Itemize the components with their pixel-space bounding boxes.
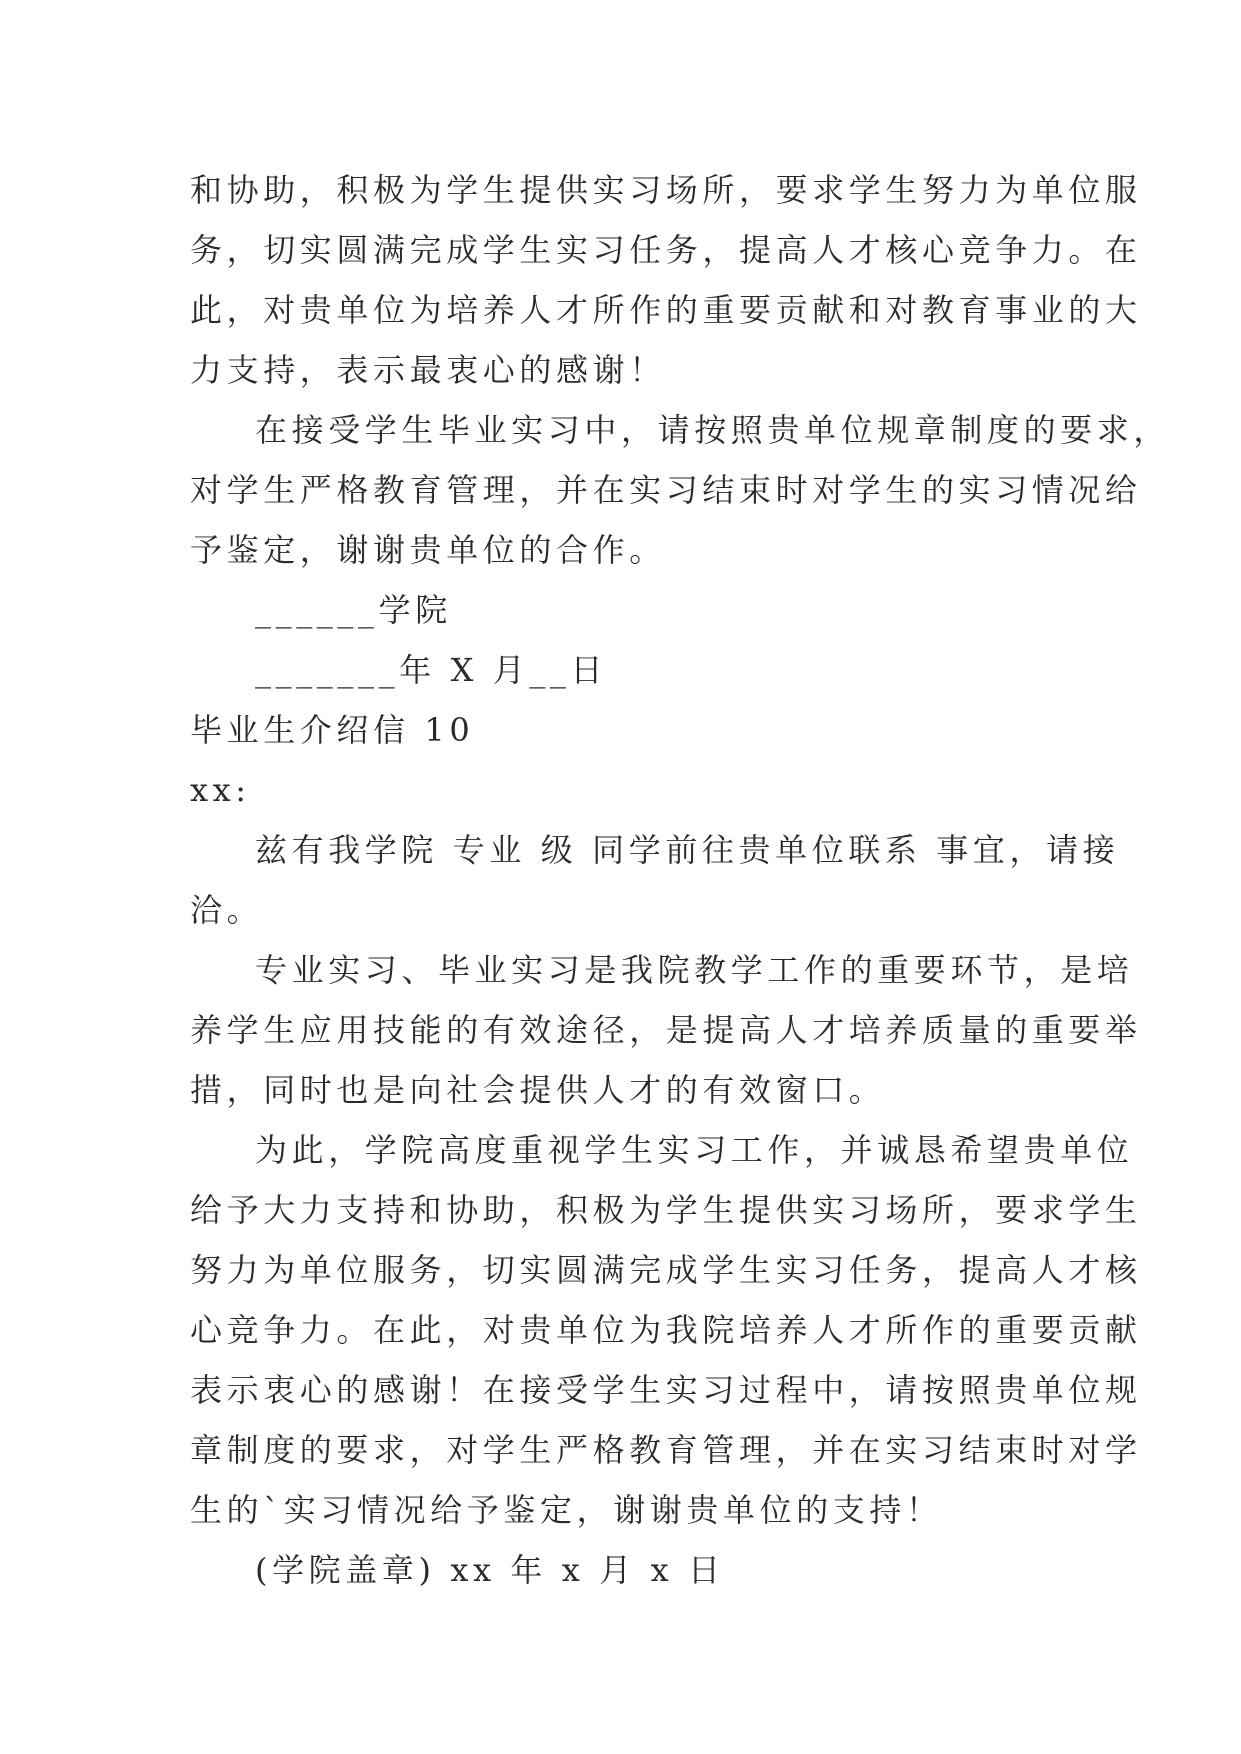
text-line-21: 表示衷心的感谢！在接受学生实习过程中，请按照贵单位规 — [190, 1371, 1142, 1409]
text-line-19: 努力为单位服务，切实圆满完成学生实习任务，提高人才核 — [190, 1251, 1142, 1289]
text-line-7: 予鉴定，谢谢贵单位的合作。 — [190, 531, 666, 569]
section-heading: 毕业生介绍信 10 — [190, 711, 475, 749]
text-line-14: 专业实习、毕业实习是我院教学工作的重要环节，是培 — [255, 951, 1134, 989]
document-body — [190, 160, 1171, 1600]
seal-date-line: (学院盖章) xx 年 x 月 x 日 — [255, 1551, 725, 1589]
text-line-3: 此，对贵单位为培养人才所作的重要贡献和对教育事业的大 — [190, 291, 1142, 329]
text-line-15: 养学生应用技能的有效途径，是提高人才培养质量的重要举 — [190, 1011, 1142, 1049]
text-line-20: 心竞争力。在此，对贵单位为我院培养人才所作的重要贡献 — [190, 1311, 1142, 1349]
signature-date-line: _______年 X 月__日 — [255, 651, 608, 689]
text-line-12: 兹有我学院 专业 级 同学前往贵单位联系 事宜，请接 — [255, 831, 1120, 869]
text-line-17: 为此，学院高度重视学生实习工作，并诚恳希望贵单位 — [255, 1131, 1134, 1169]
text-line-6: 对学生严格教育管理，并在实习结束时对学生的实习情况给 — [190, 471, 1142, 509]
text-line-1: 和协助，积极为学生提供实习场所，要求学生努力为单位服 — [190, 171, 1142, 209]
text-line-4: 力支持，表示最衷心的感谢！ — [190, 351, 666, 389]
text-line-16: 措，同时也是向社会提供人才的有效窗口。 — [190, 1071, 886, 1109]
text-line-23: 生的`实习情况给予鉴定，谢谢贵单位的支持！ — [190, 1491, 943, 1529]
text-line-5: 在接受学生毕业实习中，请按照贵单位规章制度的要求， — [255, 411, 1171, 449]
text-line-18: 给予大力支持和协助，积极为学生提供实习场所，要求学生 — [190, 1191, 1142, 1229]
salutation: xx: — [190, 771, 251, 809]
text-line-22: 章制度的要求，对学生严格教育管理，并在实习结束时对学 — [190, 1431, 1142, 1469]
text-line-13: 洽。 — [190, 891, 264, 929]
text-line-2: 务，切实圆满完成学生实习任务，提高人才核心竞争力。在 — [190, 231, 1142, 269]
signature-college-line: ______学院 — [255, 591, 452, 629]
